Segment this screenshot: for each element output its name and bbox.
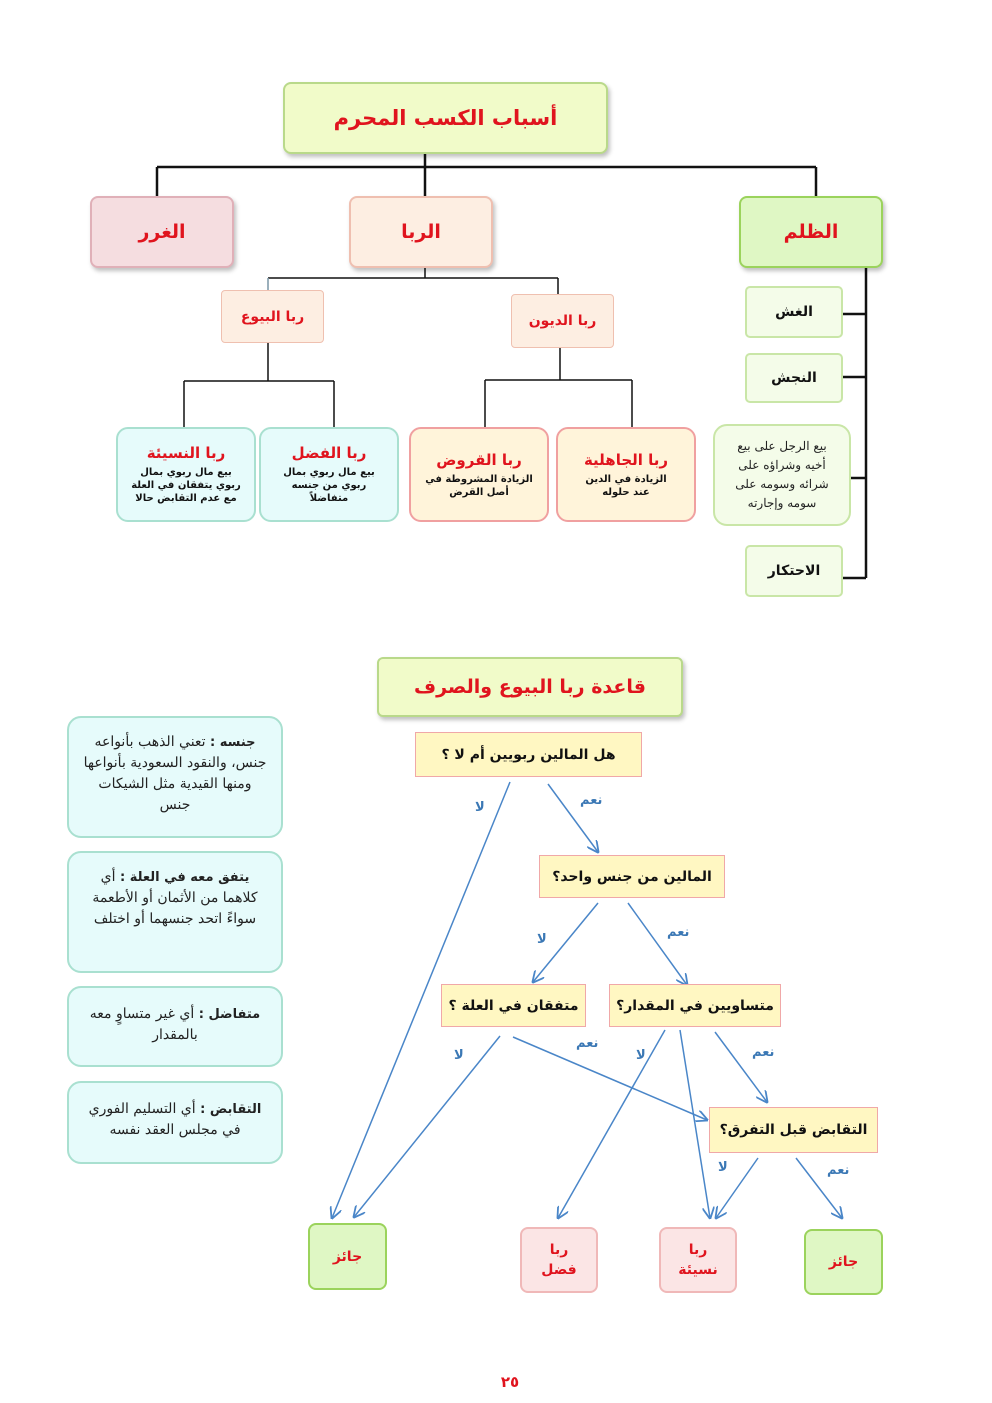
node-riba-duyun <box>511 294 614 348</box>
label-yes: نعم <box>752 1045 775 1060</box>
zulm-item-ihtikar-label: الاحتكار <box>767 563 821 579</box>
glossary-text: أي كلاهما من الأثمان أو الأطعمة سواءً اتحد جنسهما أو اختلف <box>92 869 258 927</box>
label-yes: نعم <box>576 1036 599 1051</box>
node-riba-qurud-desc: الزيادة المشروطة في أصل القرض <box>425 473 533 498</box>
label-no: لا <box>636 1048 646 1063</box>
node-riba-jahiliya-title: ربا الجاهلية <box>583 450 669 469</box>
result-riba-fadl <box>520 1227 598 1293</box>
glossary-item <box>67 851 283 973</box>
node-riba-buyu <box>221 290 324 343</box>
node-zulm-label: الظلم <box>783 221 839 243</box>
zulm-item-najsh <box>745 353 843 403</box>
node-riba-jahiliya <box>556 427 696 522</box>
label-no: لا <box>475 800 485 815</box>
glossary-term: متفاضل : <box>198 1007 261 1022</box>
node-riba-qurud <box>409 427 549 522</box>
label-yes: نعم <box>580 793 603 808</box>
glossary-text: أي التسليم الفوري في مجلس العقد نفسه <box>88 1101 241 1138</box>
result-riba-nasia <box>659 1227 737 1293</box>
tree-title <box>283 82 608 154</box>
node-riba-jahiliya-desc: الزيادة في الدين عند حلوله <box>585 473 667 498</box>
flow-q2-text: المالين من جنس واحد؟ <box>552 868 712 885</box>
zulm-item-bay <box>713 424 851 526</box>
label-yes: نعم <box>827 1163 850 1178</box>
glossary-text: تعني الذهب بأنواعه جنس، والنقود السعودية بأنواعها ومنها القيدية مثل الشيكات جنس <box>83 734 267 813</box>
node-riba-fadl <box>259 427 399 522</box>
page-number: ٢٥ <box>500 1373 520 1391</box>
node-riba-nasia-desc: بيع مال ربوي بمال ربوي يتفقان في العلة مع عدم التقابض حالا <box>131 467 241 504</box>
node-gharar-label: الغرر <box>138 221 186 243</box>
node-riba <box>349 196 493 268</box>
node-riba-label: الربا <box>401 221 441 243</box>
glossary-term: التقابض : <box>200 1102 262 1117</box>
zulm-item-ghish <box>745 286 843 338</box>
glossary-text: أي غير متساوٍ معه بالمقدار <box>89 1006 198 1043</box>
result-jaiz-left <box>308 1223 387 1290</box>
node-riba-fadl-title: ربا الفضل <box>291 444 367 462</box>
flow-title <box>377 657 683 717</box>
flow-q2 <box>539 855 725 898</box>
glossary-term: جنسه : <box>210 735 256 750</box>
label-yes: نعم <box>667 925 690 940</box>
glossary-item <box>67 986 283 1067</box>
node-gharar <box>90 196 234 268</box>
result-jaiz-right-label: جائز <box>828 1254 859 1270</box>
flow-q1 <box>415 732 642 777</box>
label-no: لا <box>718 1160 728 1175</box>
flow-q5-text: التقابض قبل التفرق؟ <box>719 1122 868 1138</box>
node-riba-qurud-title: ربا القروض <box>436 450 522 469</box>
flow-q4-text: متفقان في العلة ؟ <box>448 997 579 1014</box>
zulm-item-najsh-label: النجش <box>771 370 817 386</box>
result-riba-nasia-label: ربا نسيئة <box>678 1242 718 1278</box>
flow-q1-text: هل المالين ربويين أم لا ؟ <box>441 746 616 763</box>
label-no: لا <box>454 1048 464 1063</box>
node-riba-buyu-label: ربا البيوع <box>240 308 305 325</box>
result-jaiz-right <box>804 1229 883 1295</box>
glossary-item <box>67 716 283 838</box>
flow-q3-text: متساويين في المقدار؟ <box>616 997 774 1014</box>
flow-q4 <box>441 984 586 1027</box>
glossary-item <box>67 1081 283 1164</box>
result-riba-fadl-label: ربا فضل <box>541 1242 577 1278</box>
zulm-item-bay-label: بيع الرجل على بيع أخيه وشراؤه على شرائه وسومه على سومه وإجارته <box>735 439 829 510</box>
node-zulm <box>739 196 883 268</box>
flow-title-text: قاعدة ربا البيوع والصرف <box>414 676 646 698</box>
result-jaiz-left-label: جائز <box>332 1248 363 1265</box>
node-riba-fadl-desc: بيع مال ربوي بمال ربوي من جنسه متفاضلاً <box>283 467 375 504</box>
zulm-item-ihtikar <box>745 545 843 597</box>
zulm-item-ghish-label: الغش <box>775 304 813 320</box>
flow-q3 <box>609 984 781 1027</box>
tree-title-text: أسباب الكسب المحرم <box>333 106 558 130</box>
node-riba-nasia-title: ربا النسيئة <box>146 444 226 462</box>
node-riba-duyun-label: ربا الديون <box>528 313 597 329</box>
glossary-term: يتفق معه في العلة : <box>119 870 250 885</box>
flow-q5 <box>709 1107 878 1153</box>
label-no: لا <box>537 932 547 947</box>
node-riba-nasia <box>116 427 256 522</box>
